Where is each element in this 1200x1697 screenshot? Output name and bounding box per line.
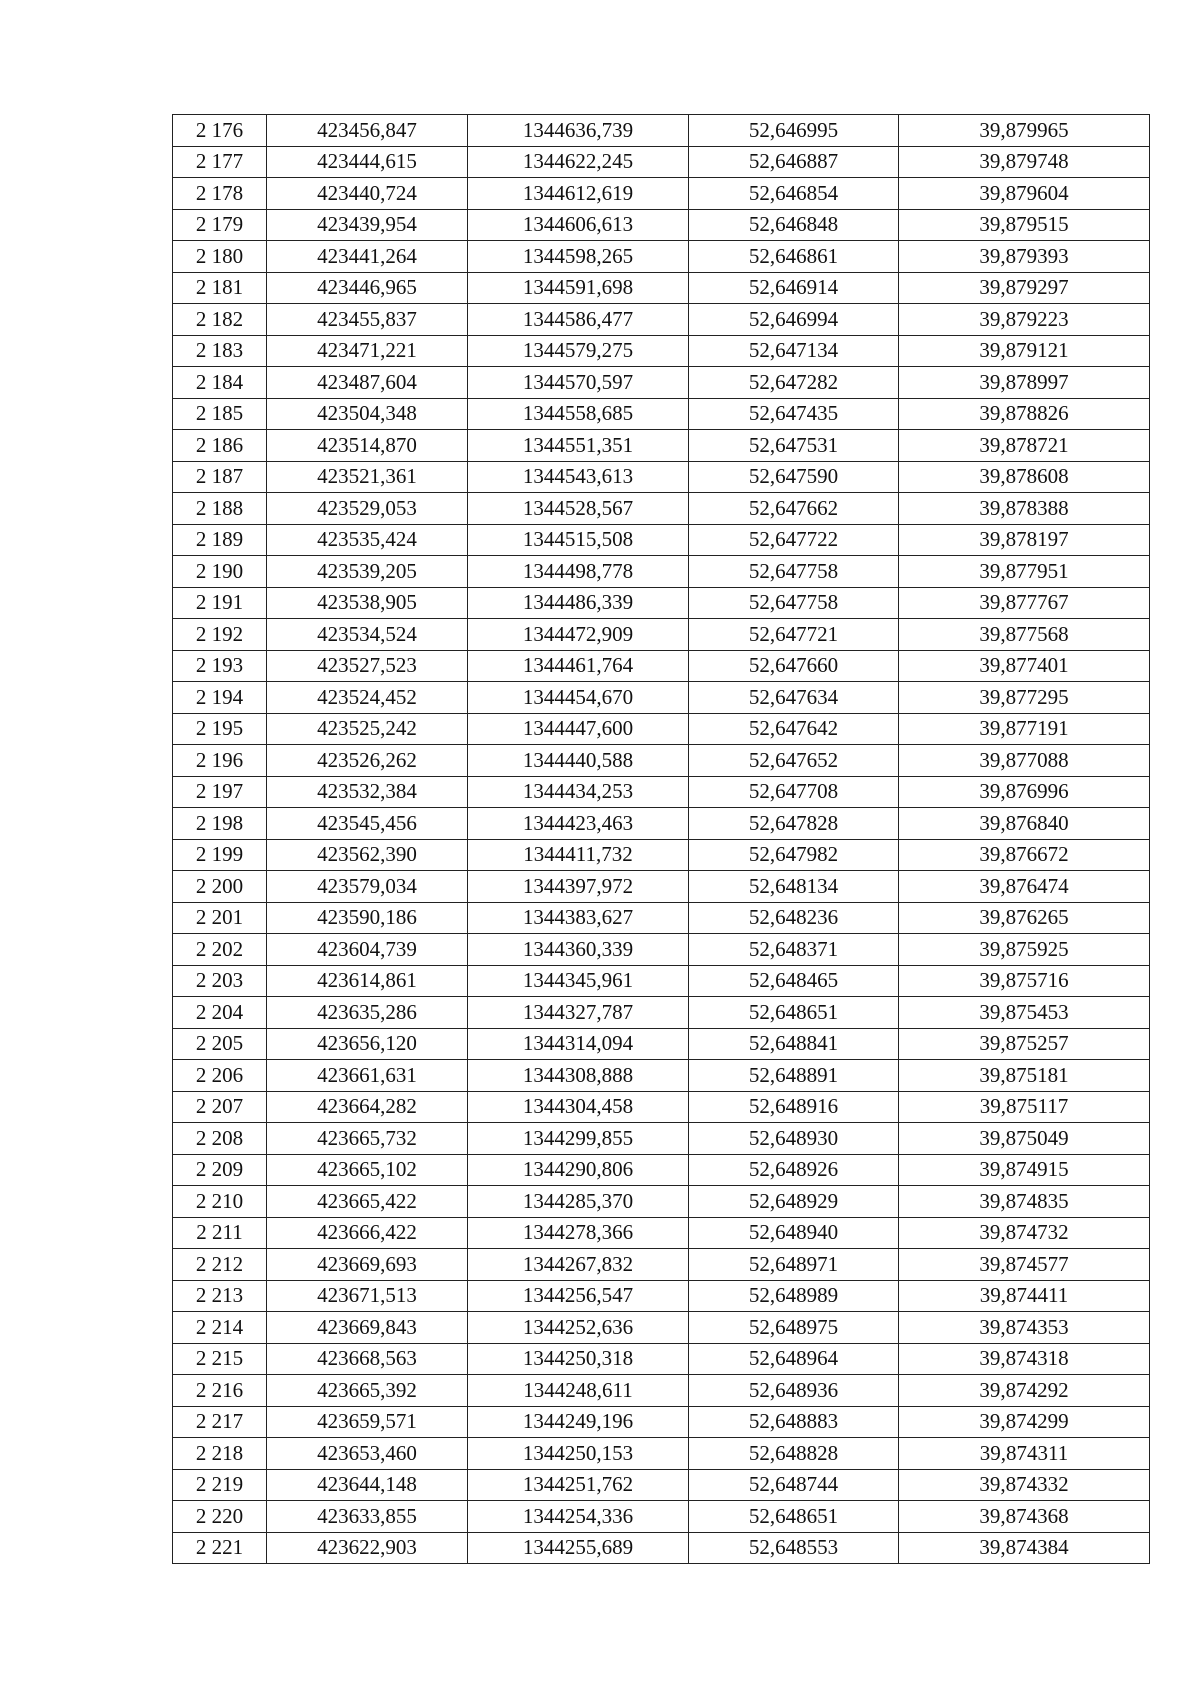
longitude-cell: 39,879604 xyxy=(899,178,1150,210)
table-row xyxy=(173,1438,1150,1470)
point-number-cell: 2 195 xyxy=(173,713,267,745)
y-coordinate-cell: 1344250,153 xyxy=(468,1438,689,1470)
table-row xyxy=(173,209,1150,241)
y-coordinate-cell: 1344498,778 xyxy=(468,556,689,588)
point-number-cell: 2 211 xyxy=(173,1217,267,1249)
latitude-cell: 52,647531 xyxy=(689,430,899,462)
x-coordinate-cell: 423524,452 xyxy=(267,682,468,714)
longitude-cell: 39,878608 xyxy=(899,461,1150,493)
point-number-cell: 2 213 xyxy=(173,1280,267,1312)
point-number-cell: 2 207 xyxy=(173,1091,267,1123)
y-coordinate-cell: 1344570,597 xyxy=(468,367,689,399)
table-row xyxy=(173,1123,1150,1155)
longitude-cell: 39,875049 xyxy=(899,1123,1150,1155)
y-coordinate-cell: 1344255,689 xyxy=(468,1532,689,1564)
x-coordinate-cell: 423644,148 xyxy=(267,1469,468,1501)
x-coordinate-cell: 423665,732 xyxy=(267,1123,468,1155)
point-number-cell: 2 220 xyxy=(173,1501,267,1533)
longitude-cell: 39,874835 xyxy=(899,1186,1150,1218)
y-coordinate-cell: 1344299,855 xyxy=(468,1123,689,1155)
y-coordinate-cell: 1344304,458 xyxy=(468,1091,689,1123)
table-row xyxy=(173,1375,1150,1407)
x-coordinate-cell: 423455,837 xyxy=(267,304,468,336)
x-coordinate-cell: 423439,954 xyxy=(267,209,468,241)
table-row xyxy=(173,272,1150,304)
longitude-cell: 39,878826 xyxy=(899,398,1150,430)
x-coordinate-cell: 423622,903 xyxy=(267,1532,468,1564)
x-coordinate-cell: 423664,282 xyxy=(267,1091,468,1123)
longitude-cell: 39,877088 xyxy=(899,745,1150,777)
longitude-cell: 39,874577 xyxy=(899,1249,1150,1281)
point-number-cell: 2 219 xyxy=(173,1469,267,1501)
point-number-cell: 2 177 xyxy=(173,146,267,178)
x-coordinate-cell: 423539,205 xyxy=(267,556,468,588)
y-coordinate-cell: 1344314,094 xyxy=(468,1028,689,1060)
point-number-cell: 2 180 xyxy=(173,241,267,273)
latitude-cell: 52,647721 xyxy=(689,619,899,651)
point-number-cell: 2 188 xyxy=(173,493,267,525)
table-row xyxy=(173,965,1150,997)
point-number-cell: 2 181 xyxy=(173,272,267,304)
x-coordinate-cell: 423487,604 xyxy=(267,367,468,399)
point-number-cell: 2 190 xyxy=(173,556,267,588)
longitude-cell: 39,876672 xyxy=(899,839,1150,871)
y-coordinate-cell: 1344434,253 xyxy=(468,776,689,808)
table-row xyxy=(173,367,1150,399)
longitude-cell: 39,874299 xyxy=(899,1406,1150,1438)
latitude-cell: 52,648236 xyxy=(689,902,899,934)
point-number-cell: 2 183 xyxy=(173,335,267,367)
point-number-cell: 2 201 xyxy=(173,902,267,934)
point-number-cell: 2 176 xyxy=(173,115,267,147)
x-coordinate-cell: 423521,361 xyxy=(267,461,468,493)
table-row xyxy=(173,1312,1150,1344)
point-number-cell: 2 210 xyxy=(173,1186,267,1218)
latitude-cell: 52,648651 xyxy=(689,1501,899,1533)
y-coordinate-cell: 1344558,685 xyxy=(468,398,689,430)
longitude-cell: 39,875257 xyxy=(899,1028,1150,1060)
x-coordinate-cell: 423534,524 xyxy=(267,619,468,651)
x-coordinate-cell: 423635,286 xyxy=(267,997,468,1029)
x-coordinate-cell: 423669,693 xyxy=(267,1249,468,1281)
y-coordinate-cell: 1344612,619 xyxy=(468,178,689,210)
x-coordinate-cell: 423656,120 xyxy=(267,1028,468,1060)
point-number-cell: 2 185 xyxy=(173,398,267,430)
latitude-cell: 52,647590 xyxy=(689,461,899,493)
x-coordinate-cell: 423535,424 xyxy=(267,524,468,556)
latitude-cell: 52,648553 xyxy=(689,1532,899,1564)
longitude-cell: 39,879223 xyxy=(899,304,1150,336)
latitude-cell: 52,647134 xyxy=(689,335,899,367)
longitude-cell: 39,877401 xyxy=(899,650,1150,682)
table-row xyxy=(173,713,1150,745)
y-coordinate-cell: 1344447,600 xyxy=(468,713,689,745)
longitude-cell: 39,875716 xyxy=(899,965,1150,997)
latitude-cell: 52,647758 xyxy=(689,556,899,588)
table-row xyxy=(173,839,1150,871)
x-coordinate-cell: 423666,422 xyxy=(267,1217,468,1249)
y-coordinate-cell: 1344440,588 xyxy=(468,745,689,777)
latitude-cell: 52,648971 xyxy=(689,1249,899,1281)
point-number-cell: 2 187 xyxy=(173,461,267,493)
longitude-cell: 39,874353 xyxy=(899,1312,1150,1344)
coordinates-table-body xyxy=(173,115,1150,1564)
point-number-cell: 2 184 xyxy=(173,367,267,399)
latitude-cell: 52,647660 xyxy=(689,650,899,682)
x-coordinate-cell: 423529,053 xyxy=(267,493,468,525)
point-number-cell: 2 221 xyxy=(173,1532,267,1564)
point-number-cell: 2 196 xyxy=(173,745,267,777)
y-coordinate-cell: 1344254,336 xyxy=(468,1501,689,1533)
latitude-cell: 52,648930 xyxy=(689,1123,899,1155)
x-coordinate-cell: 423579,034 xyxy=(267,871,468,903)
table-row xyxy=(173,178,1150,210)
y-coordinate-cell: 1344598,265 xyxy=(468,241,689,273)
table-row xyxy=(173,1469,1150,1501)
longitude-cell: 39,874292 xyxy=(899,1375,1150,1407)
point-number-cell: 2 214 xyxy=(173,1312,267,1344)
y-coordinate-cell: 1344251,762 xyxy=(468,1469,689,1501)
y-coordinate-cell: 1344622,245 xyxy=(468,146,689,178)
table-row xyxy=(173,430,1150,462)
x-coordinate-cell: 423633,855 xyxy=(267,1501,468,1533)
point-number-cell: 2 182 xyxy=(173,304,267,336)
point-number-cell: 2 218 xyxy=(173,1438,267,1470)
longitude-cell: 39,879515 xyxy=(899,209,1150,241)
latitude-cell: 52,647634 xyxy=(689,682,899,714)
y-coordinate-cell: 1344472,909 xyxy=(468,619,689,651)
latitude-cell: 52,647828 xyxy=(689,808,899,840)
latitude-cell: 52,647652 xyxy=(689,745,899,777)
table-row xyxy=(173,1154,1150,1186)
table-row xyxy=(173,493,1150,525)
latitude-cell: 52,646995 xyxy=(689,115,899,147)
table-row xyxy=(173,997,1150,1029)
table-row xyxy=(173,304,1150,336)
longitude-cell: 39,874368 xyxy=(899,1501,1150,1533)
latitude-cell: 52,647982 xyxy=(689,839,899,871)
longitude-cell: 39,876840 xyxy=(899,808,1150,840)
latitude-cell: 52,646914 xyxy=(689,272,899,304)
y-coordinate-cell: 1344267,832 xyxy=(468,1249,689,1281)
y-coordinate-cell: 1344543,613 xyxy=(468,461,689,493)
longitude-cell: 39,879297 xyxy=(899,272,1150,304)
latitude-cell: 52,648936 xyxy=(689,1375,899,1407)
table-row xyxy=(173,524,1150,556)
point-number-cell: 2 203 xyxy=(173,965,267,997)
latitude-cell: 52,648891 xyxy=(689,1060,899,1092)
point-number-cell: 2 217 xyxy=(173,1406,267,1438)
table-row xyxy=(173,934,1150,966)
point-number-cell: 2 198 xyxy=(173,808,267,840)
x-coordinate-cell: 423446,965 xyxy=(267,272,468,304)
y-coordinate-cell: 1344383,627 xyxy=(468,902,689,934)
table-row xyxy=(173,1343,1150,1375)
y-coordinate-cell: 1344591,698 xyxy=(468,272,689,304)
point-number-cell: 2 189 xyxy=(173,524,267,556)
x-coordinate-cell: 423538,905 xyxy=(267,587,468,619)
x-coordinate-cell: 423669,843 xyxy=(267,1312,468,1344)
latitude-cell: 52,647708 xyxy=(689,776,899,808)
x-coordinate-cell: 423525,242 xyxy=(267,713,468,745)
table-row xyxy=(173,1406,1150,1438)
x-coordinate-cell: 423604,739 xyxy=(267,934,468,966)
latitude-cell: 52,646887 xyxy=(689,146,899,178)
point-number-cell: 2 179 xyxy=(173,209,267,241)
point-number-cell: 2 199 xyxy=(173,839,267,871)
point-number-cell: 2 178 xyxy=(173,178,267,210)
y-coordinate-cell: 1344308,888 xyxy=(468,1060,689,1092)
x-coordinate-cell: 423456,847 xyxy=(267,115,468,147)
longitude-cell: 39,874915 xyxy=(899,1154,1150,1186)
latitude-cell: 52,648929 xyxy=(689,1186,899,1218)
longitude-cell: 39,874311 xyxy=(899,1438,1150,1470)
y-coordinate-cell: 1344327,787 xyxy=(468,997,689,1029)
table-row xyxy=(173,1501,1150,1533)
latitude-cell: 52,647722 xyxy=(689,524,899,556)
longitude-cell: 39,876265 xyxy=(899,902,1150,934)
table-row xyxy=(173,619,1150,651)
latitude-cell: 52,648465 xyxy=(689,965,899,997)
y-coordinate-cell: 1344461,764 xyxy=(468,650,689,682)
longitude-cell: 39,876474 xyxy=(899,871,1150,903)
latitude-cell: 52,647662 xyxy=(689,493,899,525)
x-coordinate-cell: 423614,861 xyxy=(267,965,468,997)
x-coordinate-cell: 423532,384 xyxy=(267,776,468,808)
longitude-cell: 39,874384 xyxy=(899,1532,1150,1564)
table-row xyxy=(173,146,1150,178)
longitude-cell: 39,874411 xyxy=(899,1280,1150,1312)
latitude-cell: 52,648916 xyxy=(689,1091,899,1123)
longitude-cell: 39,879393 xyxy=(899,241,1150,273)
x-coordinate-cell: 423526,262 xyxy=(267,745,468,777)
y-coordinate-cell: 1344397,972 xyxy=(468,871,689,903)
point-number-cell: 2 193 xyxy=(173,650,267,682)
x-coordinate-cell: 423661,631 xyxy=(267,1060,468,1092)
x-coordinate-cell: 423545,456 xyxy=(267,808,468,840)
y-coordinate-cell: 1344278,366 xyxy=(468,1217,689,1249)
x-coordinate-cell: 423659,571 xyxy=(267,1406,468,1438)
longitude-cell: 39,878388 xyxy=(899,493,1150,525)
x-coordinate-cell: 423668,563 xyxy=(267,1343,468,1375)
longitude-cell: 39,877767 xyxy=(899,587,1150,619)
longitude-cell: 39,874318 xyxy=(899,1343,1150,1375)
longitude-cell: 39,878721 xyxy=(899,430,1150,462)
table-row xyxy=(173,587,1150,619)
table-row xyxy=(173,1091,1150,1123)
latitude-cell: 52,648964 xyxy=(689,1343,899,1375)
longitude-cell: 39,879121 xyxy=(899,335,1150,367)
point-number-cell: 2 212 xyxy=(173,1249,267,1281)
latitude-cell: 52,646854 xyxy=(689,178,899,210)
x-coordinate-cell: 423444,615 xyxy=(267,146,468,178)
y-coordinate-cell: 1344423,463 xyxy=(468,808,689,840)
y-coordinate-cell: 1344586,477 xyxy=(468,304,689,336)
table-row xyxy=(173,871,1150,903)
y-coordinate-cell: 1344551,351 xyxy=(468,430,689,462)
table-row xyxy=(173,241,1150,273)
longitude-cell: 39,877295 xyxy=(899,682,1150,714)
point-number-cell: 2 215 xyxy=(173,1343,267,1375)
latitude-cell: 52,648940 xyxy=(689,1217,899,1249)
x-coordinate-cell: 423562,390 xyxy=(267,839,468,871)
x-coordinate-cell: 423527,523 xyxy=(267,650,468,682)
latitude-cell: 52,648841 xyxy=(689,1028,899,1060)
point-number-cell: 2 194 xyxy=(173,682,267,714)
latitude-cell: 52,648371 xyxy=(689,934,899,966)
table-row xyxy=(173,1217,1150,1249)
y-coordinate-cell: 1344515,508 xyxy=(468,524,689,556)
point-number-cell: 2 191 xyxy=(173,587,267,619)
y-coordinate-cell: 1344248,611 xyxy=(468,1375,689,1407)
point-number-cell: 2 204 xyxy=(173,997,267,1029)
point-number-cell: 2 208 xyxy=(173,1123,267,1155)
latitude-cell: 52,648926 xyxy=(689,1154,899,1186)
table-row xyxy=(173,682,1150,714)
point-number-cell: 2 200 xyxy=(173,871,267,903)
table-row xyxy=(173,902,1150,934)
table-row xyxy=(173,1280,1150,1312)
y-coordinate-cell: 1344454,670 xyxy=(468,682,689,714)
point-number-cell: 2 197 xyxy=(173,776,267,808)
y-coordinate-cell: 1344249,196 xyxy=(468,1406,689,1438)
longitude-cell: 39,876996 xyxy=(899,776,1150,808)
longitude-cell: 39,877191 xyxy=(899,713,1150,745)
table-row xyxy=(173,745,1150,777)
x-coordinate-cell: 423471,221 xyxy=(267,335,468,367)
y-coordinate-cell: 1344360,339 xyxy=(468,934,689,966)
table-row xyxy=(173,335,1150,367)
table-row xyxy=(173,556,1150,588)
latitude-cell: 52,646861 xyxy=(689,241,899,273)
point-number-cell: 2 202 xyxy=(173,934,267,966)
y-coordinate-cell: 1344252,636 xyxy=(468,1312,689,1344)
point-number-cell: 2 192 xyxy=(173,619,267,651)
y-coordinate-cell: 1344290,806 xyxy=(468,1154,689,1186)
point-number-cell: 2 205 xyxy=(173,1028,267,1060)
longitude-cell: 39,874732 xyxy=(899,1217,1150,1249)
latitude-cell: 52,648989 xyxy=(689,1280,899,1312)
latitude-cell: 52,647282 xyxy=(689,367,899,399)
table-row xyxy=(173,808,1150,840)
y-coordinate-cell: 1344606,613 xyxy=(468,209,689,241)
x-coordinate-cell: 423665,102 xyxy=(267,1154,468,1186)
latitude-cell: 52,647435 xyxy=(689,398,899,430)
y-coordinate-cell: 1344345,961 xyxy=(468,965,689,997)
longitude-cell: 39,875181 xyxy=(899,1060,1150,1092)
y-coordinate-cell: 1344250,318 xyxy=(468,1343,689,1375)
x-coordinate-cell: 423653,460 xyxy=(267,1438,468,1470)
table-row xyxy=(173,1028,1150,1060)
y-coordinate-cell: 1344636,739 xyxy=(468,115,689,147)
x-coordinate-cell: 423440,724 xyxy=(267,178,468,210)
x-coordinate-cell: 423665,392 xyxy=(267,1375,468,1407)
latitude-cell: 52,646848 xyxy=(689,209,899,241)
coordinates-table xyxy=(172,114,1150,1564)
latitude-cell: 52,648828 xyxy=(689,1438,899,1470)
x-coordinate-cell: 423671,513 xyxy=(267,1280,468,1312)
latitude-cell: 52,648134 xyxy=(689,871,899,903)
latitude-cell: 52,648744 xyxy=(689,1469,899,1501)
longitude-cell: 39,875925 xyxy=(899,934,1150,966)
table-row xyxy=(173,650,1150,682)
x-coordinate-cell: 423590,186 xyxy=(267,902,468,934)
table-row xyxy=(173,461,1150,493)
x-coordinate-cell: 423441,264 xyxy=(267,241,468,273)
longitude-cell: 39,874332 xyxy=(899,1469,1150,1501)
point-number-cell: 2 206 xyxy=(173,1060,267,1092)
point-number-cell: 2 216 xyxy=(173,1375,267,1407)
latitude-cell: 52,648651 xyxy=(689,997,899,1029)
table-row xyxy=(173,1060,1150,1092)
longitude-cell: 39,878197 xyxy=(899,524,1150,556)
y-coordinate-cell: 1344411,732 xyxy=(468,839,689,871)
longitude-cell: 39,879748 xyxy=(899,146,1150,178)
y-coordinate-cell: 1344528,567 xyxy=(468,493,689,525)
longitude-cell: 39,878997 xyxy=(899,367,1150,399)
longitude-cell: 39,877951 xyxy=(899,556,1150,588)
x-coordinate-cell: 423514,870 xyxy=(267,430,468,462)
table-row xyxy=(173,398,1150,430)
table-row xyxy=(173,776,1150,808)
longitude-cell: 39,875117 xyxy=(899,1091,1150,1123)
latitude-cell: 52,647758 xyxy=(689,587,899,619)
point-number-cell: 2 209 xyxy=(173,1154,267,1186)
y-coordinate-cell: 1344486,339 xyxy=(468,587,689,619)
x-coordinate-cell: 423665,422 xyxy=(267,1186,468,1218)
y-coordinate-cell: 1344256,547 xyxy=(468,1280,689,1312)
point-number-cell: 2 186 xyxy=(173,430,267,462)
table-row xyxy=(173,1186,1150,1218)
latitude-cell: 52,648883 xyxy=(689,1406,899,1438)
table-row xyxy=(173,1532,1150,1564)
latitude-cell: 52,647642 xyxy=(689,713,899,745)
latitude-cell: 52,646994 xyxy=(689,304,899,336)
y-coordinate-cell: 1344579,275 xyxy=(468,335,689,367)
latitude-cell: 52,648975 xyxy=(689,1312,899,1344)
x-coordinate-cell: 423504,348 xyxy=(267,398,468,430)
table-row xyxy=(173,1249,1150,1281)
table-row xyxy=(173,115,1150,147)
longitude-cell: 39,877568 xyxy=(899,619,1150,651)
y-coordinate-cell: 1344285,370 xyxy=(468,1186,689,1218)
longitude-cell: 39,875453 xyxy=(899,997,1150,1029)
longitude-cell: 39,879965 xyxy=(899,115,1150,147)
